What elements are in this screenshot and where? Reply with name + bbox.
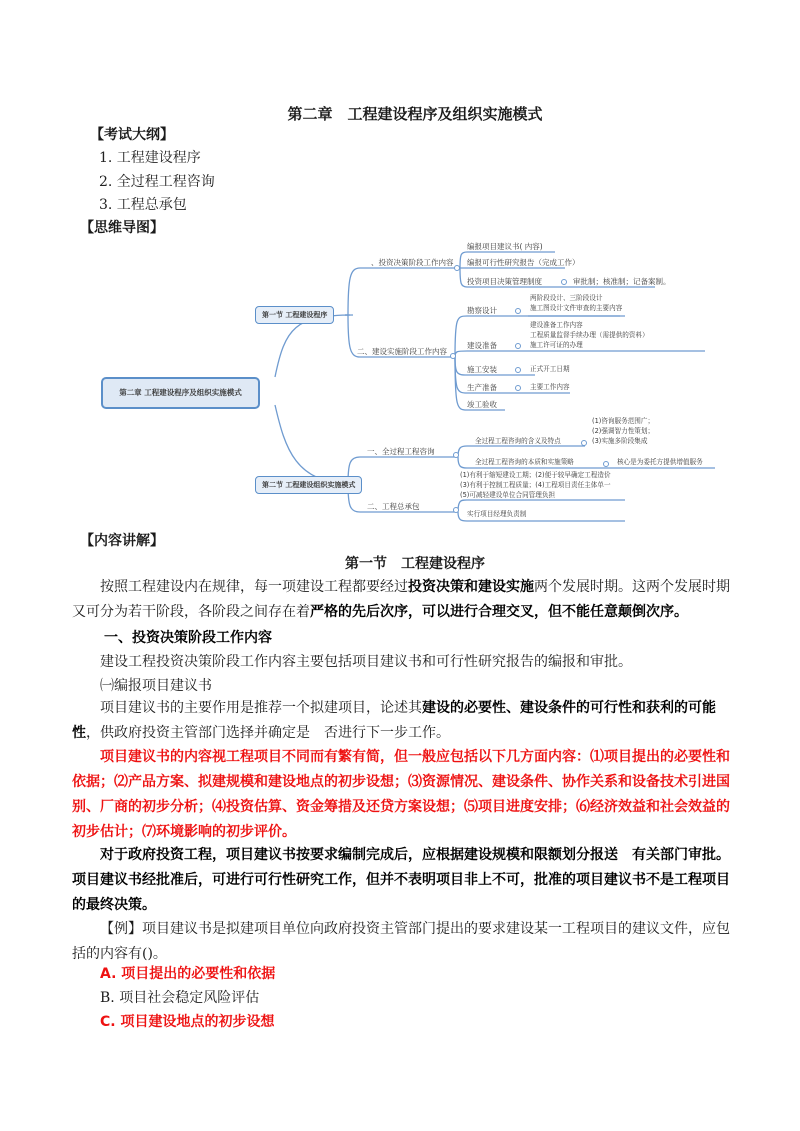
mindmap-leaf-detail: 工程质量监督手续办理（需提供的资料） xyxy=(530,331,649,339)
mindmap-leaf-detail: (1)咨询服务范围广； xyxy=(592,417,655,425)
intro-bold-text: 严格的先后次序，可以进行合理交叉，但不能任意颠倒次序。 xyxy=(310,604,688,620)
mindmap-leaf: 生产准备 xyxy=(467,383,497,392)
part1-heading: 一、投资决策阶段工作内容 xyxy=(104,630,272,646)
outline-heading: 【考试大纲】 xyxy=(90,127,174,143)
example-option-c: C. 项目建设地点的初步设想 xyxy=(100,1014,275,1030)
collapse-dot-icon xyxy=(515,343,521,349)
red-emphasis-paragraph: 项目建议书的内容视工程项目不同而有繁有简，但一般应包括以下几方面内容：⑴项目提出的必要性和依据；⑵产品方案、拟建规模和建设地点的初步设想；⑶资源情况、建设条件、协作关系和设备技术引进国别、厂商的初步分析；⑷投资估算、资金筹措及还贷方案设想；⑸项目进度安排；⑹经济效益和社会效益的初步估计；⑺环境影响的初步评价。 xyxy=(72,749,730,840)
sub1-bold-text: 建设的必要性、建设条件的可行性和获利的可能性 xyxy=(72,700,716,741)
mindmap-leaf: 全过程工程咨询的本质和实施策略 xyxy=(475,458,574,466)
outline-item: 3. 工程总承包 xyxy=(99,197,187,213)
mindmap-root-node: 第二章 工程建设程序及组织实施模式 xyxy=(101,377,260,409)
sub1-heading: ㈠编报项目建议书 xyxy=(100,678,212,694)
mindmap-branch-investment: 、投资决策阶段工作内容 xyxy=(371,258,454,267)
mindmap-leaf-detail: 审批制；核准制；记备案制。 xyxy=(573,277,671,286)
collapse-dot-icon xyxy=(515,308,521,314)
collapse-dot-icon xyxy=(603,461,609,467)
mindmap-leaf-detail: 施工许可证的办理 xyxy=(530,341,583,349)
collapse-dot-icon xyxy=(561,279,567,285)
mindmap-leaf-detail: 正式开工日期 xyxy=(530,365,570,373)
part1-text: 建设工程投资决策阶段工作内容主要包括项目建议书和可行性研究报告的编报和审批。 xyxy=(100,654,632,670)
mindmap-branch-implementation: 二、建设实施阶段工作内容 xyxy=(357,347,447,356)
collapse-dot-icon xyxy=(453,507,459,513)
mindmap-branch-consulting: 一、全过程工程咨询 xyxy=(367,447,435,456)
mind-map xyxy=(95,238,715,523)
mindmap-leaf-detail: (1)有利于缩短建设工期；(2)便于较早确定工程造价 xyxy=(460,471,611,479)
example-option-b: B. 项目社会稳定风险评估 xyxy=(100,990,260,1006)
collapse-dot-icon xyxy=(450,353,456,359)
intro-text: 两个发展时期。这两个发展时期又可分为若干阶段，各阶段之间存在着 xyxy=(72,579,730,620)
example-question: 【例】项目建议书是拟建项目单位向政府投资主管部门提出的要求建设某一工程项目的建议文件，应包括的内容有()。 xyxy=(72,921,730,962)
collapse-dot-icon xyxy=(581,440,587,446)
example-option-a: A. 项目提出的必要性和依据 xyxy=(100,966,276,982)
collapse-dot-icon xyxy=(454,265,460,271)
chapter-title: 第二章 工程建设程序及组织实施模式 xyxy=(287,105,543,123)
mindmap-leaf-detail: 建设准备工作内容 xyxy=(530,321,583,329)
bold-paragraph: 对于政府投资工程，项目建议书按要求编制完成后，应根据建设规模和限额划分报送 有关部门审批。项目建议书经批准后，可进行可行性研究工作，但并不表明项目非上不可，批准的项目建议书不是工程项目的最终决策。 xyxy=(72,847,730,913)
mindmap-leaf: 竣工验收 xyxy=(467,400,497,409)
mindmap-section1-node: 第一节 工程建设程序 xyxy=(255,306,334,324)
content-heading: 【内容讲解】 xyxy=(80,533,164,549)
collapse-dot-icon xyxy=(453,452,459,458)
mindmap-leaf: 施工安装 xyxy=(467,365,497,374)
mindmap-leaf-detail: 两阶段设计、三阶段设计 xyxy=(530,294,603,302)
outline-item: 2. 全过程工程咨询 xyxy=(99,174,215,190)
mindmap-leaf-detail: (3)实施多阶段集成 xyxy=(592,437,648,445)
outline-item: 1. 工程建设程序 xyxy=(99,150,201,166)
mindmap-leaf-detail: 施工图设计文件审查的主要内容 xyxy=(530,304,623,312)
mindmap-heading: 【思维导图】 xyxy=(80,220,164,236)
mindmap-leaf-detail: (3)有利于控制工程质量；(4)工程项目责任主体单一 xyxy=(460,481,611,489)
mindmap-leaf: 建设准备 xyxy=(467,341,497,350)
mindmap-leaf: 勘察设计 xyxy=(467,306,497,315)
section1-title: 第一节 工程建设程序 xyxy=(345,556,485,572)
mindmap-leaf: 编报可行性研究报告（完成工作） xyxy=(467,258,580,267)
sub1-text: ，供政府投资主管部门选择并确定是 否进行下一步工作。 xyxy=(86,725,450,741)
intro-bold-text: 投资决策和建设实施 xyxy=(408,579,534,595)
mindmap-section2-node: 第二节 工程建设组织实施模式 xyxy=(255,476,362,494)
mindmap-leaf: 投资项目决策管理制度 xyxy=(467,277,542,286)
intro-paragraph xyxy=(72,575,742,625)
mindmap-leaf: 编报项目建议书( 内容) xyxy=(467,242,543,251)
sub1-text: 项目建议书的主要作用是推荐一个拟建项目，论述其 xyxy=(100,700,422,716)
mindmap-leaf: 实行项目经理负责制 xyxy=(467,510,527,518)
mindmap-leaf: 全过程工程咨询的含义及特点 xyxy=(475,437,561,445)
collapse-dot-icon xyxy=(515,385,521,391)
collapse-dot-icon xyxy=(515,367,521,373)
sub1-paragraph xyxy=(72,696,742,746)
mindmap-leaf-detail: (2)强调智力性策划； xyxy=(592,427,655,435)
mindmap-leaf-detail: (5)可减轻建设单位合同管理负担 xyxy=(460,491,556,499)
intro-text: 按照工程建设内在规律，每一项建设工程都要经过 xyxy=(100,579,408,595)
mindmap-branch-epc: 二、工程总承包 xyxy=(367,502,420,511)
mindmap-leaf-detail: 核心是为委托方提供增值服务 xyxy=(617,458,703,466)
mindmap-leaf-detail: 主要工作内容 xyxy=(530,383,570,391)
